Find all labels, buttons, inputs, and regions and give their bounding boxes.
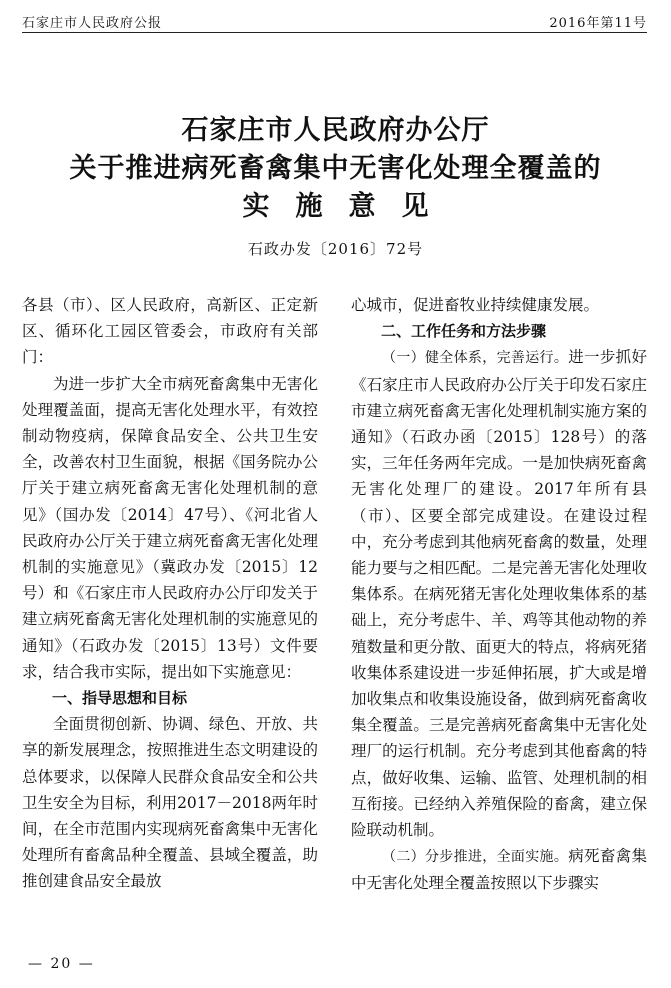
item-2-heading: （二）分步推进，全面实施。 [382, 849, 569, 866]
item-2-body: 病死畜禽集中无害化处理全覆盖按照以下步骤实 [351, 847, 647, 893]
addressee: 各县（市）、区人民政府，高新区、正定新区、循环化工园区管委会，市政府有关部门： [22, 296, 318, 367]
item-1-body: 进一步抓好《石家庄市人民政府办公厅关于印发石家庄市建立病死畜禽无害化处理机制实施方案的通知》（石政办函〔2015〕128号）的落实，三年任务两年完成。一是加快病死畜禽无害化处理厂的建设。2017年所有县（市）、区要全部完成建设。在建设过程中，充分考虑到其他病死畜禽的数量，处理能力要与之相匹配。二是完善无害化处理收集体系。在病死猪无害化处理收集体系的基础上，充分考虑牛、羊、鸡等其他动物的养殖数量和更分散、面更大的特点，将病死猪收集体系建设进一步延伸拓展，扩大或是增加收集点和收集设施设备，做到病死畜禽收集全覆盖。三是完善病死畜禽集中无害化处理厂的运行机制。充分考虑到其他畜禽的特点，做好收集、运输、监管、处理机制的相互衔接。已经纳入养殖保险的畜禽，建立保险联动机制。 [351, 348, 647, 840]
item-1-paragraph [351, 344, 647, 843]
document-number: 石政办发〔2016〕72号 [247, 240, 424, 258]
issue-number: 2016年第11号 [549, 16, 647, 31]
title-line-1: 石家庄市人民政府办公厅 [181, 115, 490, 146]
right-column [351, 292, 647, 897]
item-2-paragraph [351, 843, 647, 896]
title-line-3: 实施意见 [242, 191, 455, 222]
section-1-heading: 一、指导思想和目标 [52, 689, 188, 708]
page-number: — 20 — [28, 956, 95, 972]
title-line-2: 关于推进病死畜禽集中无害化处理全覆盖的 [69, 153, 602, 184]
item-1-heading: （一）健全体系，完善运行。 [382, 350, 569, 367]
intro-paragraph: 为进一步扩大全市病死畜禽集中无害化处理覆盖面，提高无害化处理水平，有效控制动物疫病，保障食品安全、公共卫生安全，改善农村卫生面貌，根据《国务院办公厅关于建立病死畜禽无害化处理机制的意见》（国办发〔2014〕47号）、《河北省人民政府办公厅关于建立病死畜禽无害化处理机制的实施意见》（冀政办发〔2015〕12号）和《石家庄市人民政府办公厅印发关于建立病死畜禽无害化处理机制的实施意见的通知》（石政办发〔2015〕13号）文件要求，结合我市实际，提出如下实施意见： [22, 374, 318, 681]
document-title [0, 112, 671, 226]
running-header [22, 6, 647, 33]
left-column [22, 292, 318, 895]
section-1-body: 全面贯彻创新、协调、绿色、开放、共享的新发展理念，按照推进生态文明建设的总体要求，以保障人民群众食品安全和公共卫生安全为目标，利用2017－2018两年时间，在全市范围内实现病死畜禽集中无害化处理所有畜禽品种全覆盖、县域全覆盖，助推创建食品安全最放 [22, 715, 318, 891]
continued-paragraph: 心城市，促进畜牧业持续健康发展。 [351, 296, 600, 314]
section-2-heading: 二、工作任务和方法步骤 [381, 322, 547, 341]
gazette-name: 石家庄市人民政府公报 [22, 16, 163, 31]
